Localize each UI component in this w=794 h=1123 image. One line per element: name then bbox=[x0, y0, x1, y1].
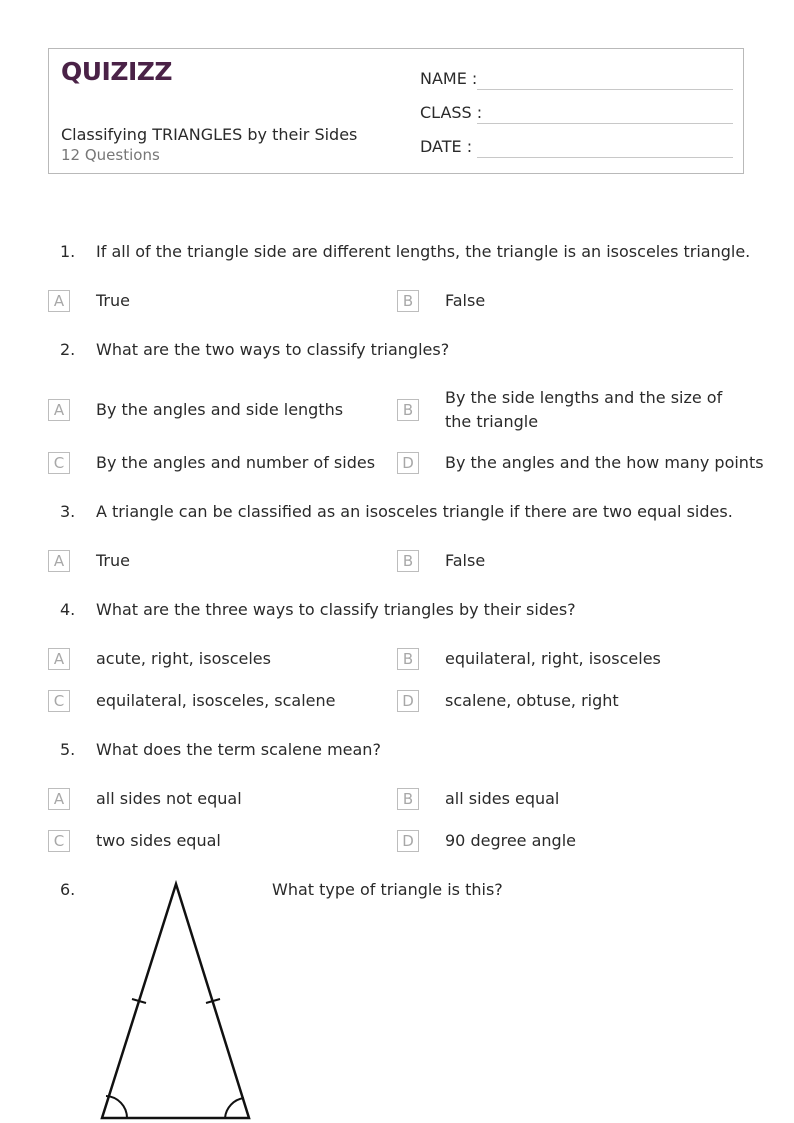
worksheet-header bbox=[48, 48, 744, 174]
option-letter-box[interactable]: B bbox=[397, 648, 419, 670]
triangle-outline bbox=[102, 884, 249, 1118]
class-line[interactable] bbox=[477, 123, 733, 124]
option-letter-box[interactable]: B bbox=[397, 290, 419, 312]
question-text: What type of triangle is this? bbox=[272, 880, 503, 899]
option-text: True bbox=[96, 551, 130, 570]
option-letter-box[interactable]: D bbox=[397, 830, 419, 852]
isosceles-triangle-figure bbox=[96, 876, 256, 1123]
option-letter-box[interactable]: D bbox=[397, 452, 419, 474]
name-line[interactable] bbox=[477, 89, 733, 90]
option-letter-box[interactable]: A bbox=[48, 399, 70, 421]
option-text: By the side lengths and the size of the triangle bbox=[445, 388, 723, 431]
question-number: 4. bbox=[60, 600, 76, 619]
class-label: CLASS : bbox=[420, 103, 483, 122]
option-text: 90 degree angle bbox=[445, 831, 576, 850]
option-letter-box[interactable]: A bbox=[48, 290, 70, 312]
date-label: DATE : bbox=[420, 137, 473, 156]
question-count: 12 Questions bbox=[61, 146, 160, 164]
option-text: By the angles and the how many points bbox=[445, 453, 764, 472]
question-text: A triangle can be classified as an isosceles triangle if there are two equal sides. bbox=[96, 502, 733, 521]
option-text: True bbox=[96, 291, 130, 310]
option-letter-box[interactable]: A bbox=[48, 648, 70, 670]
option-letter-box[interactable]: A bbox=[48, 550, 70, 572]
question-text: What are the two ways to classify triangles? bbox=[96, 340, 450, 359]
question-number: 6. bbox=[60, 880, 76, 899]
option-letter-box[interactable]: C bbox=[48, 830, 70, 852]
option-letter-box[interactable]: B bbox=[397, 788, 419, 810]
option-letter-box[interactable]: B bbox=[397, 399, 419, 421]
option-text: By the angles and number of sides bbox=[96, 453, 376, 472]
question-text: If all of the triangle side are different lengths, the triangle is an isosceles triangle. bbox=[96, 242, 751, 261]
option-text: all sides equal bbox=[445, 789, 560, 808]
option-text: False bbox=[445, 551, 486, 570]
option-text: By the angles and side lengths bbox=[96, 400, 344, 419]
question-text: What does the term scalene mean? bbox=[96, 740, 381, 759]
question-number: 5. bbox=[60, 740, 76, 759]
question-number: 1. bbox=[60, 242, 76, 261]
option-text: scalene, obtuse, right bbox=[445, 691, 619, 710]
date-line[interactable] bbox=[477, 157, 733, 158]
quizizz-logo: QUIZIZZ bbox=[61, 57, 173, 86]
worksheet-title: Classifying TRIANGLES by their Sides bbox=[61, 125, 358, 144]
option-letter-box[interactable]: B bbox=[397, 550, 419, 572]
question-number: 2. bbox=[60, 340, 76, 359]
option-text: acute, right, isosceles bbox=[96, 649, 271, 668]
option-text: equilateral, right, isosceles bbox=[445, 649, 661, 668]
option-letter-box[interactable]: C bbox=[48, 452, 70, 474]
name-label: NAME : bbox=[420, 69, 478, 88]
option-text: all sides not equal bbox=[96, 789, 242, 808]
question-number: 3. bbox=[60, 502, 76, 521]
question-text: What are the three ways to classify triangles by their sides? bbox=[96, 600, 576, 619]
option-text: False bbox=[445, 291, 486, 310]
option-text: two sides equal bbox=[96, 831, 221, 850]
option-letter-box[interactable]: C bbox=[48, 690, 70, 712]
option-text: equilateral, isosceles, scalene bbox=[96, 691, 336, 710]
option-letter-box[interactable]: A bbox=[48, 788, 70, 810]
option-letter-box[interactable]: D bbox=[397, 690, 419, 712]
right-base-angle-arc bbox=[225, 1098, 244, 1118]
